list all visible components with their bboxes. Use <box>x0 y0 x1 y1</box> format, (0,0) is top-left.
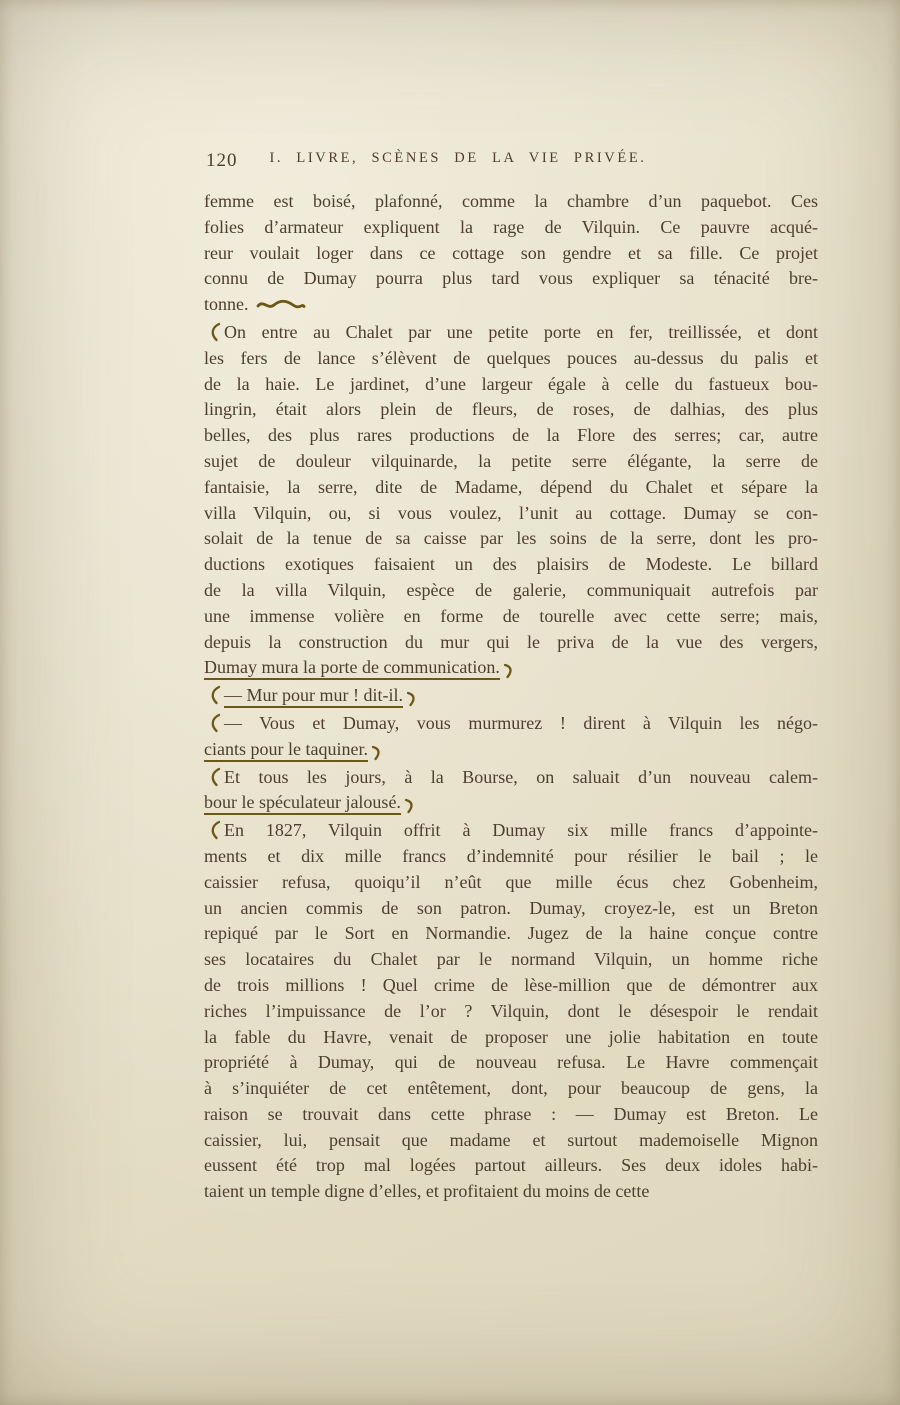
text-line <box>204 475 818 501</box>
text-line <box>204 1153 818 1179</box>
text-segment: connu de Dumay pourra plus tard vous expliquer sa ténacité bre- <box>204 268 818 289</box>
text-segment: riches l’impuissance de l’or ? Vilquin, dont le désespoir le rendait <box>204 1000 818 1021</box>
ink-hook-start-mark <box>208 820 221 840</box>
text-line <box>204 215 818 241</box>
text-line <box>204 423 818 449</box>
ink-underlined-text: ciants pour le taquiner. <box>204 739 368 762</box>
text-segment: ductions exotiques faisaient un des plaisirs de Modeste. Le billard <box>204 554 818 575</box>
text-segment: solait de la tenue de sa caisse par les soins de la serre, dont les pro- <box>204 528 818 549</box>
text-line <box>204 790 818 816</box>
paragraph <box>204 709 818 763</box>
text-line <box>204 1179 818 1205</box>
ink-underlined-text: — Mur pour mur ! dit-il. <box>224 685 403 708</box>
text-segment: caissier refusa, quoiqu’il n’eût que mille écus chez Gobenheim, <box>204 871 818 892</box>
text-line <box>204 1102 818 1128</box>
text-segment: taient un temple digne d’elles, et profitaient du moins de cette <box>204 1181 650 1202</box>
paragraph <box>204 763 818 817</box>
text-segment: lingrin, était alors plein de fleurs, de roses, de dalhias, des plus <box>204 399 818 420</box>
text-line <box>204 526 818 552</box>
text-line <box>204 870 818 896</box>
text-line <box>204 501 818 527</box>
text-segment: folies d’armateur expliquent la rage de Vilquin. Ce pauvre acqué- <box>204 216 818 237</box>
ink-hook-end-mark <box>404 796 415 814</box>
text-line <box>204 1076 818 1102</box>
ink-hook-start-mark <box>208 322 221 342</box>
text-segment: villa Vilquin, ou, si vous voulez, l’unit au cottage. Dumay se con- <box>204 502 818 523</box>
text-segment: belles, des plus rares productions de la Flore des serres; car, autre <box>204 425 818 446</box>
text-line <box>204 630 818 656</box>
ink-underlined-text: Dumay mura la porte de communication. <box>204 657 500 680</box>
text-line <box>204 397 818 423</box>
text-segment: raison se trouvait dans cette phrase : — Dumay est Breton. Le <box>204 1103 818 1124</box>
text-segment: femme est boisé, plafonné, comme la chambre d’un paquebot. Ces <box>204 191 818 211</box>
text-segment: ses locataires du Chalet par le normand Vilquin, un homme riche <box>204 949 818 970</box>
text-line <box>204 372 818 398</box>
text-line <box>204 896 818 922</box>
text-segment: à s’inquiéter de cet entêtement, dont, pour beaucoup de gens, la <box>204 1078 818 1099</box>
text-segment: un ancien commis de son patron. Dumay, croyez-le, est un Breton <box>204 897 818 918</box>
text-line <box>204 578 818 604</box>
text-segment: de la haie. Le jardinet, d’une largeur égale à celle du fastueux bou- <box>204 373 818 394</box>
ink-hook-end-mark <box>406 689 417 707</box>
running-title: I. LIVRE, SCÈNES DE LA VIE PRIVÉE. <box>269 150 647 166</box>
text-line <box>204 1025 818 1051</box>
text-line <box>204 1128 818 1154</box>
text-segment: repiqué par le Sort en Normandie. Jugez de la haine conçue contre <box>204 923 818 944</box>
text-segment: Et tous les jours, à la Bourse, on saluait d’un nouveau calem- <box>224 766 818 787</box>
text-segment: fantaisie, la serre, dite de Madame, dépend du Chalet et sépare la <box>204 476 818 497</box>
paragraph <box>204 816 818 1205</box>
ink-hook-start-mark <box>208 767 221 787</box>
paragraph <box>204 681 818 709</box>
text-line <box>204 709 818 737</box>
text-line <box>204 292 818 318</box>
text-line <box>204 655 818 681</box>
text-line <box>204 1050 818 1076</box>
page-header <box>0 149 900 175</box>
text-segment: de trois millions ! Quel crime de lèse-million que de démontrer aux <box>204 974 818 995</box>
text-line <box>204 844 818 870</box>
text-segment: — Vous et Dumay, vous murmurez ! dirent à Vilquin les négo- <box>224 712 818 733</box>
text-line <box>204 816 818 844</box>
text-segment: une immense volière en forme de tourelle avec cette serre; mais, <box>204 605 818 626</box>
text-line <box>204 763 818 791</box>
text-segment: depuis la construction du mur qui le priva de la vue des vergers, <box>204 631 818 652</box>
paragraph <box>204 189 818 318</box>
text-segment: de la villa Vilquin, espèce de galerie, communiquait autrefois par <box>204 579 818 600</box>
text-line <box>204 449 818 475</box>
text-block <box>204 189 818 1205</box>
ink-hook-end-mark <box>371 743 382 761</box>
text-line <box>204 318 818 346</box>
text-line <box>204 266 818 292</box>
text-segment: les fers de lance s’élèvent de quelques pouces au-dessus du palis et <box>204 347 818 368</box>
text-line <box>204 189 818 215</box>
ink-squiggle-mark <box>256 297 306 313</box>
text-line <box>204 552 818 578</box>
text-segment: On entre au Chalet par une petite porte en fer, treillissée, et dont <box>224 321 818 342</box>
text-segment: tonne. <box>204 294 249 315</box>
text-segment: eussent été trop mal logées partout ailleurs. Ses deux idoles habi- <box>204 1155 818 1176</box>
text-line <box>204 947 818 973</box>
text-segment: caissier, lui, pensait que madame et surtout mademoiselle Mignon <box>204 1129 818 1150</box>
paragraph <box>204 318 818 681</box>
text-line <box>204 604 818 630</box>
text-line <box>204 973 818 999</box>
ink-underlined-text: bour le spéculateur jalousé. <box>204 792 401 815</box>
ink-hook-end-mark <box>503 661 514 679</box>
text-segment: ments et dix mille francs d’indemnité pour résilier le bail ; le <box>204 845 818 866</box>
text-line <box>204 999 818 1025</box>
page-number: 120 <box>206 150 238 171</box>
text-line <box>204 346 818 372</box>
text-segment: reur voulait loger dans ce cottage son gendre et sa fille. Ce projet <box>204 242 818 263</box>
text-segment: En 1827, Vilquin offrit à Dumay six mille francs d’appointe- <box>224 820 818 841</box>
text-line <box>204 737 818 763</box>
ink-hook-start-mark <box>208 713 221 733</box>
text-line <box>204 681 818 709</box>
ink-hook-start-mark <box>208 685 221 705</box>
text-segment: propriété à Dumay, qui de nouveau refusa. Le Havre commençait <box>204 1052 818 1073</box>
text-line <box>204 921 818 947</box>
text-segment: sujet de douleur vilquinarde, la petite serre élégante, la serre de <box>204 450 818 471</box>
text-line <box>204 241 818 267</box>
text-segment: la fable du Havre, venait de proposer une jolie habitation en toute <box>204 1026 818 1047</box>
